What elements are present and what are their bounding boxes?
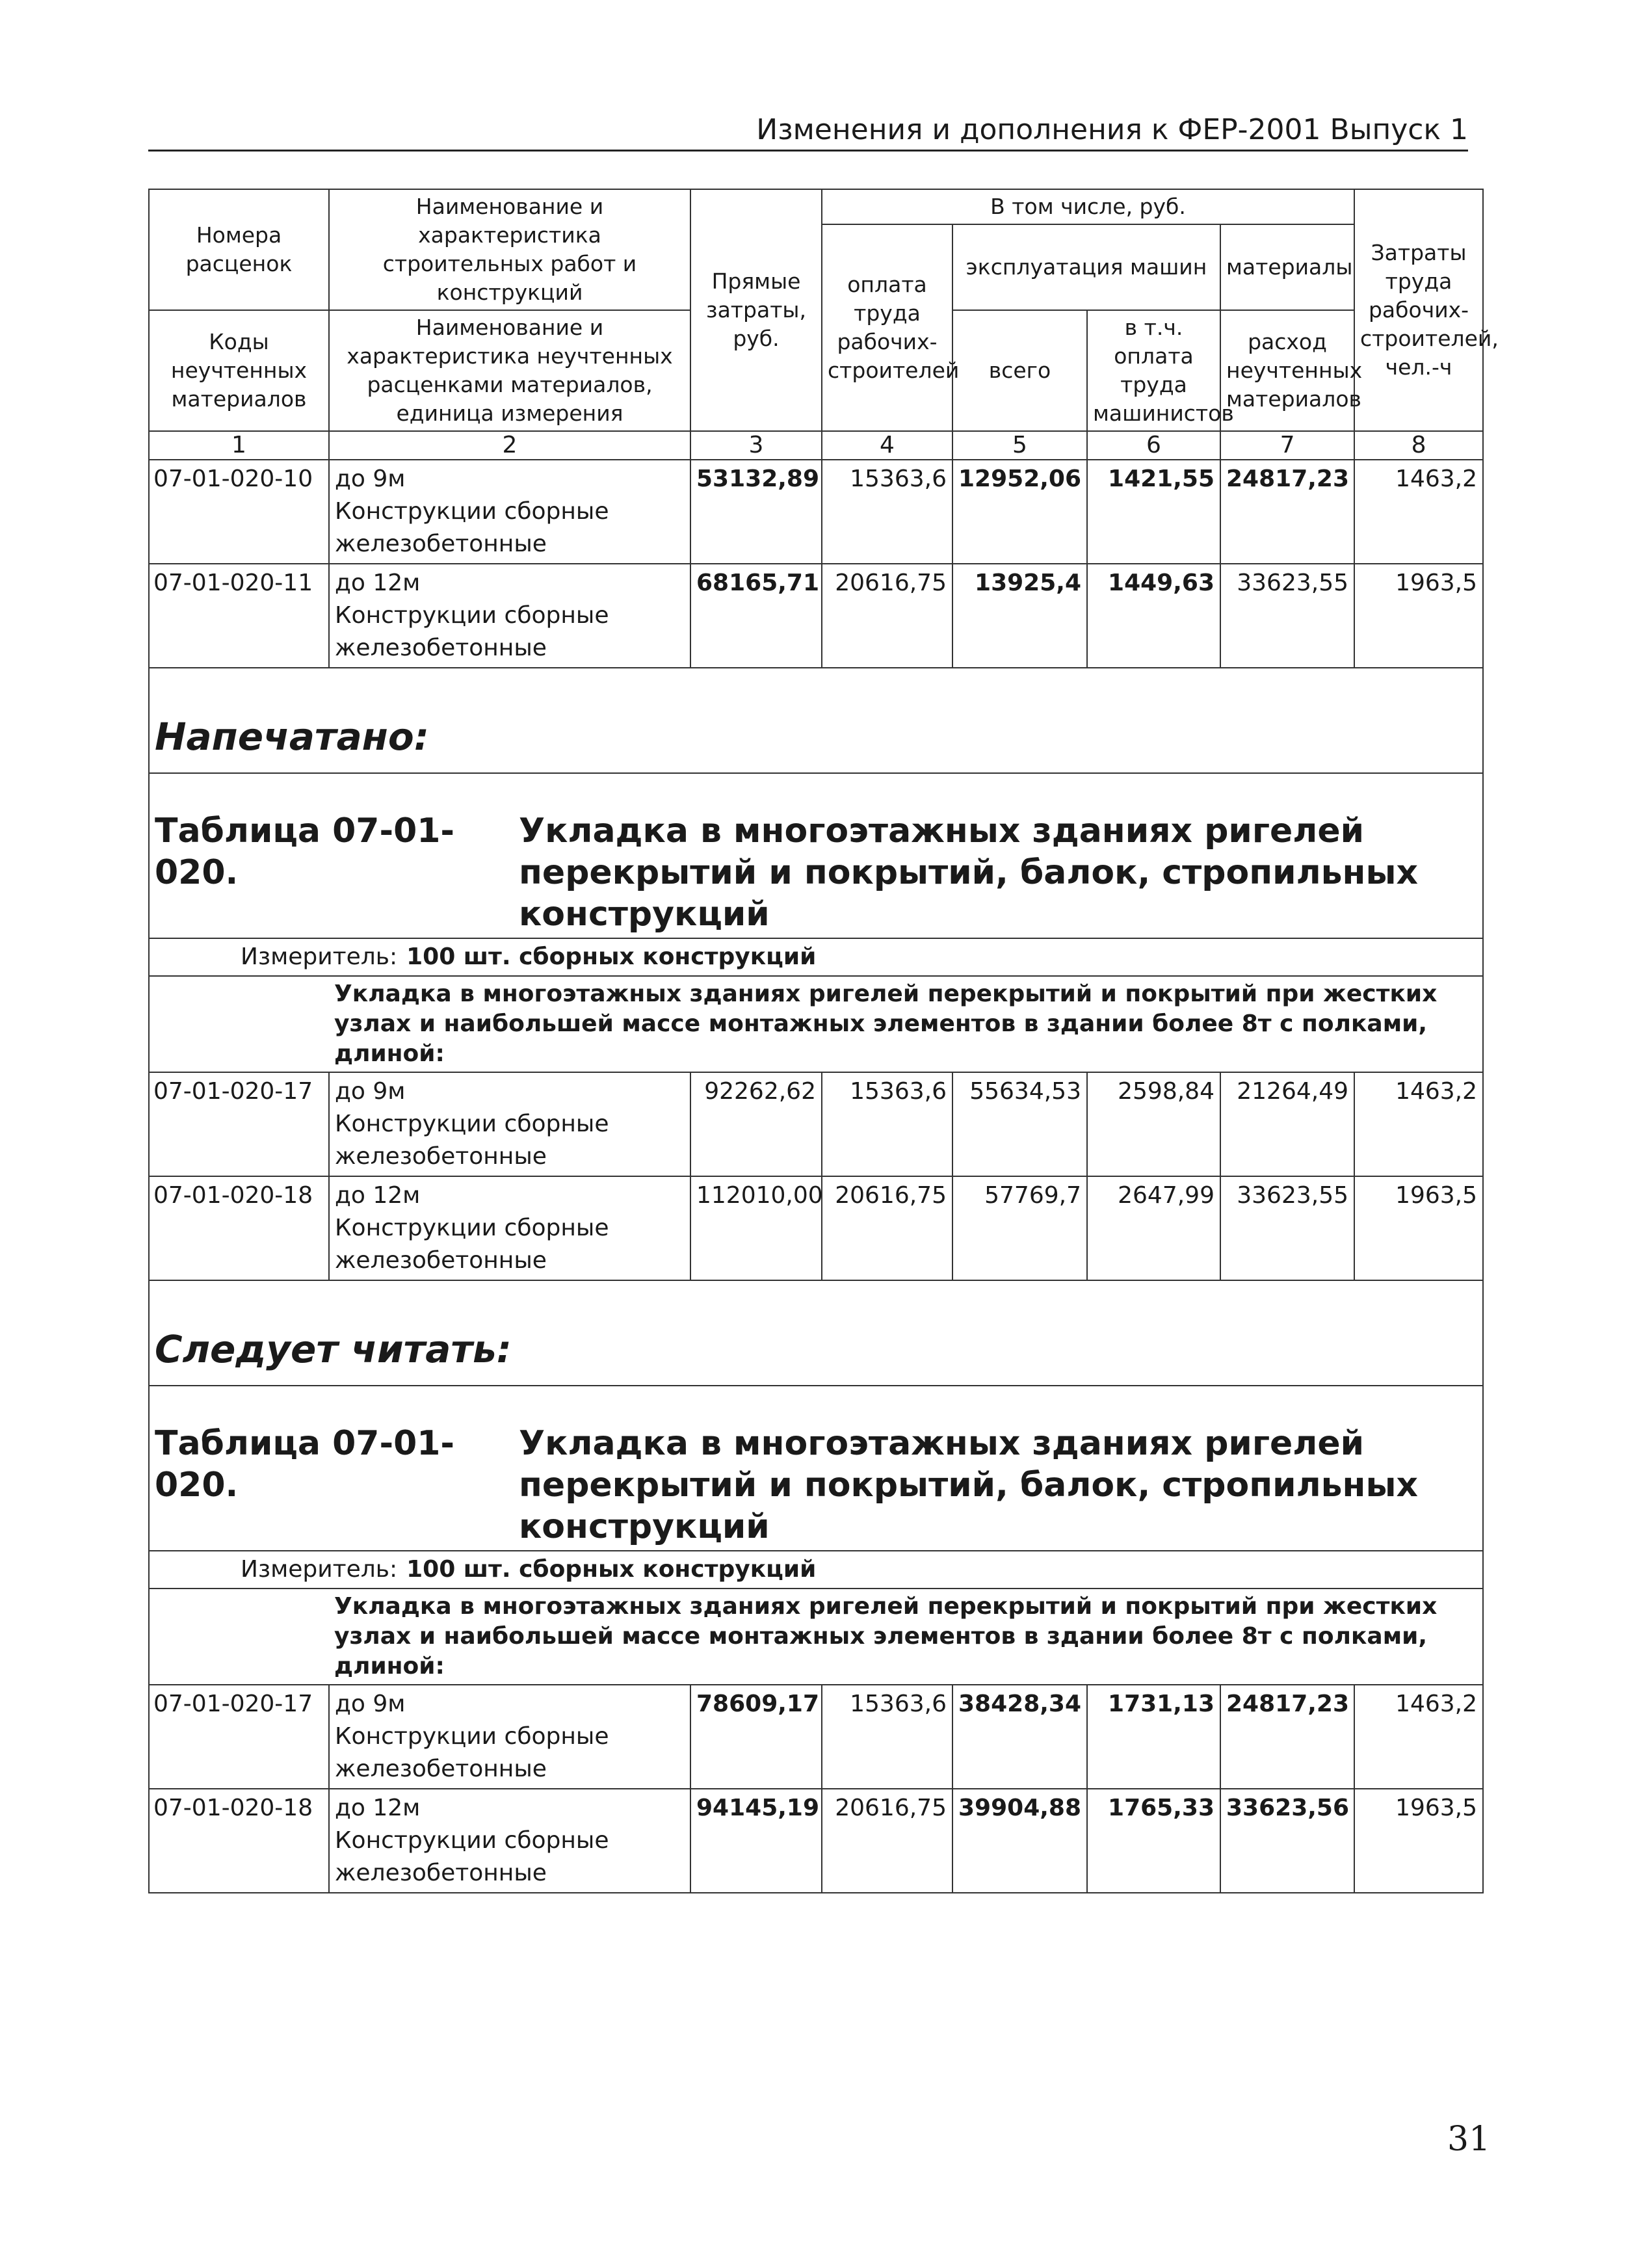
header-numbers: Номера расценок — [149, 189, 329, 310]
rate-span: до 9м — [335, 1078, 406, 1105]
rate-span: до 12м — [335, 1795, 421, 1821]
header-incl-wages: в т.ч. оплата труда машинистов — [1087, 310, 1220, 431]
machinists-cost: 1449,63 — [1087, 564, 1220, 668]
direct-cost: 92262,62 — [690, 1072, 822, 1176]
machinists-cost: 2647,99 — [1087, 1176, 1220, 1280]
material-name: Конструкции сборные железобетонные — [335, 1111, 609, 1170]
rate-name — [329, 1176, 690, 1280]
rate-code: 07-01-020-18 — [149, 1789, 329, 1893]
wages-cost: 20616,75 — [822, 1789, 952, 1893]
col-num: 7 — [1220, 431, 1354, 460]
col-num: 3 — [690, 431, 822, 460]
direct-cost: 112010,00 — [690, 1176, 822, 1280]
material-name: Конструкции сборные железобетонные — [335, 1215, 609, 1274]
header-expense: расход неучтенных материалов — [1220, 310, 1354, 431]
table-row — [149, 1176, 1483, 1280]
machinists-cost: 1765,33 — [1087, 1789, 1220, 1893]
measure-label: Измеритель: — [241, 943, 398, 970]
wages-cost: 20616,75 — [822, 564, 952, 668]
labor-cost: 1963,5 — [1354, 564, 1483, 668]
table-title: Укладка в многоэтажных зданиях ригелей перекрытий и покрытий, балок, стропильных конструкций — [519, 811, 1419, 934]
correct-measure — [149, 1551, 1483, 1589]
rate-code: 07-01-020-10 — [149, 460, 329, 564]
col-num: 6 — [1087, 431, 1220, 460]
table-row — [149, 1072, 1483, 1176]
materials-cost: 21264,49 — [1220, 1072, 1354, 1176]
material-name: Конструкции сборные железобетонные — [335, 1827, 609, 1886]
empty-cell — [149, 976, 329, 1072]
wages-cost: 15363,6 — [822, 1685, 952, 1789]
table-title: Укладка в многоэтажных зданиях ригелей перекрытий и покрытий, балок, стропильных конструкций — [519, 1424, 1419, 1546]
rate-span: до 9м — [335, 466, 406, 492]
rate-name — [329, 460, 690, 564]
machines-cost: 39904,88 — [952, 1789, 1087, 1893]
materials-cost: 33623,56 — [1220, 1789, 1354, 1893]
materials-cost: 24817,23 — [1220, 1685, 1354, 1789]
header-name2: Наименование и характеристика неучтенных расценками материалов, единица измерения — [329, 310, 690, 431]
page-number: 31 — [1447, 2120, 1491, 2159]
rate-name — [329, 1072, 690, 1176]
table-row — [149, 1685, 1483, 1789]
table-label: Таблица 07-01-020. — [155, 811, 455, 892]
measure-value: 100 шт. сборных конструкций — [406, 943, 817, 970]
header-codes: Коды неучтенных материалов — [149, 310, 329, 431]
rate-code: 07-01-020-17 — [149, 1685, 329, 1789]
table-label: Таблица 07-01-020. — [155, 1424, 455, 1505]
rate-code: 07-01-020-11 — [149, 564, 329, 668]
wages-cost: 15363,6 — [822, 1072, 952, 1176]
machines-cost: 38428,34 — [952, 1685, 1087, 1789]
materials-cost: 24817,23 — [1220, 460, 1354, 564]
machines-cost: 13925,4 — [952, 564, 1087, 668]
wages-cost: 20616,75 — [822, 1176, 952, 1280]
correct-description: Укладка в многоэтажных зданиях ригелей перекрытий и покрытий при жестких узлах и наибольшей массе монтажных элементов в здании более 8т с полками, длиной: — [329, 1589, 1483, 1685]
header-labor: Затраты труда рабочих-строителей, чел.-ч — [1354, 189, 1483, 431]
measure-value: 100 шт. сборных конструкций — [406, 1556, 817, 1583]
machines-cost: 12952,06 — [952, 460, 1087, 564]
labor-cost: 1963,5 — [1354, 1176, 1483, 1280]
machines-cost: 55634,53 — [952, 1072, 1087, 1176]
material-name: Конструкции сборные железобетонные — [335, 1723, 609, 1782]
direct-cost: 78609,17 — [690, 1685, 822, 1789]
rates-table — [148, 189, 1499, 1893]
printed-description: Укладка в многоэтажных зданиях ригелей перекрытий и покрытий при жестких узлах и наибольшей массе монтажных элементов в здании более 8т с полками, длиной: — [329, 976, 1483, 1072]
wages-cost: 15363,6 — [822, 460, 952, 564]
direct-cost: 94145,19 — [690, 1789, 822, 1893]
labor-cost: 1463,2 — [1354, 460, 1483, 564]
rate-span: до 9м — [335, 1691, 406, 1717]
rate-span: до 12м — [335, 570, 421, 596]
col-num: 8 — [1354, 431, 1483, 460]
rate-name — [329, 564, 690, 668]
header-wages: оплата труда рабочих-строителей — [822, 224, 952, 431]
labor-cost: 1463,2 — [1354, 1072, 1483, 1176]
header-total: всего — [952, 310, 1087, 431]
correct-table-title — [149, 1386, 1483, 1551]
machinists-cost: 1421,55 — [1087, 460, 1220, 564]
direct-cost: 68165,71 — [690, 564, 822, 668]
table-row — [149, 564, 1483, 668]
labor-cost: 1463,2 — [1354, 1685, 1483, 1789]
machinists-cost: 2598,84 — [1087, 1072, 1220, 1176]
header-incl: В том числе, руб. — [822, 189, 1354, 224]
table-row — [149, 1789, 1483, 1893]
header-materials: материалы — [1220, 224, 1354, 310]
empty-cell — [149, 1589, 329, 1685]
materials-cost: 33623,55 — [1220, 564, 1354, 668]
table-row — [149, 460, 1483, 564]
header-machines: эксплуатация машин — [952, 224, 1220, 310]
materials-cost: 33623,55 — [1220, 1176, 1354, 1280]
rate-name — [329, 1789, 690, 1893]
header-name1: Наименование и характеристика строительных работ и конструкций — [329, 189, 690, 310]
section-printed-title: Напечатано: — [149, 668, 1483, 773]
col-num: 4 — [822, 431, 952, 460]
rate-name — [329, 1685, 690, 1789]
printed-measure — [149, 938, 1483, 976]
measure-label: Измеритель: — [241, 1556, 398, 1583]
col-num: 5 — [952, 431, 1087, 460]
col-num: 2 — [329, 431, 690, 460]
column-numbers-row — [149, 431, 1483, 460]
direct-cost: 53132,89 — [690, 460, 822, 564]
section-correct-title: Следует читать: — [149, 1280, 1483, 1386]
machinists-cost: 1731,13 — [1087, 1685, 1220, 1789]
material-name: Конструкции сборные железобетонные — [335, 498, 609, 557]
rate-span: до 12м — [335, 1182, 421, 1209]
printed-table-title — [149, 773, 1483, 938]
page-header: Изменения и дополнения к ФЕР-2001 Выпуск 1 — [148, 111, 1468, 152]
labor-cost: 1963,5 — [1354, 1789, 1483, 1893]
col-num: 1 — [149, 431, 329, 460]
material-name: Конструкции сборные железобетонные — [335, 602, 609, 661]
rate-code: 07-01-020-18 — [149, 1176, 329, 1280]
header-direct: Прямые затраты, руб. — [690, 189, 822, 431]
rate-code: 07-01-020-17 — [149, 1072, 329, 1176]
machines-cost: 57769,7 — [952, 1176, 1087, 1280]
